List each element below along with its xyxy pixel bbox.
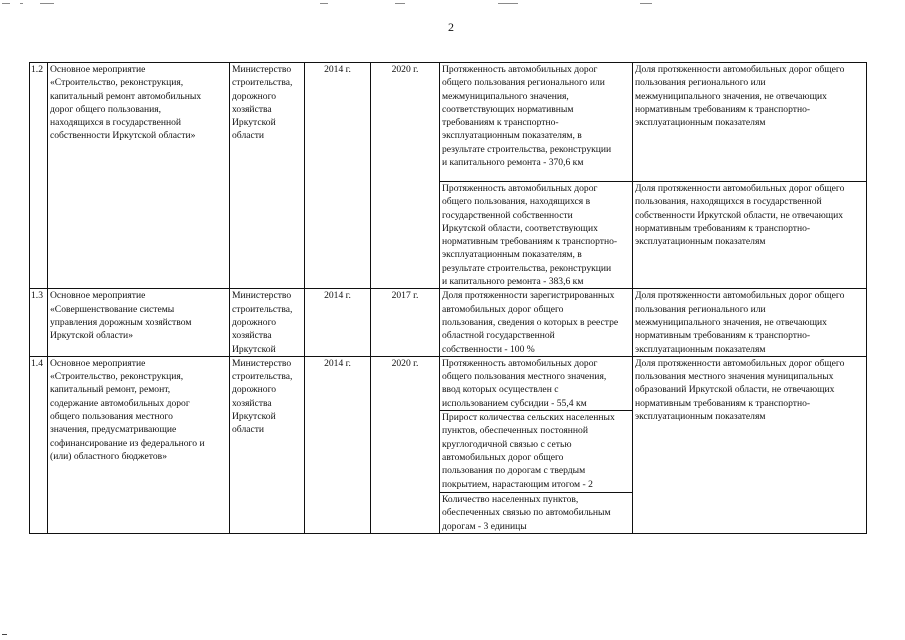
executor: Министерство строительства, дорожного хозяйства Иркутской области bbox=[230, 63, 305, 289]
table-row bbox=[30, 289, 867, 356]
page-number: 2 bbox=[448, 20, 454, 34]
row-number: 1.2 bbox=[30, 63, 48, 289]
indicator-cell: Протяженность автомобильных дорог общего пользования местного значения, ввод которых осуществлен с использованием субсидии - 55,4 км bbox=[440, 356, 633, 410]
end-year: 2020 г. bbox=[371, 63, 440, 289]
scan-mark bbox=[20, 3, 23, 4]
row-number: 1.4 bbox=[30, 356, 48, 533]
program-events-table bbox=[29, 62, 867, 534]
indicator-cell: Доля протяженности зарегистрированных автомобильных дорог общего пользования, сведения о которых в реестре областной государственной собственности - 100 % bbox=[440, 289, 633, 356]
event-name: Основное мероприятие «Совершенствование системы управления дорожным хозяйством Иркутской области» bbox=[48, 289, 230, 356]
scan-mark bbox=[395, 3, 405, 4]
scan-mark bbox=[320, 3, 328, 4]
table-row bbox=[30, 63, 867, 182]
scan-mark bbox=[498, 3, 518, 4]
scan-mark bbox=[2, 3, 10, 4]
end-year: 2020 г. bbox=[371, 356, 440, 533]
start-year: 2014 г. bbox=[305, 356, 371, 533]
link-cell: Доля протяженности автомобильных дорог общего пользования регионального или межмуниципального значения, не отвечающих нормативным требованиям к транспортно- эксплуатационным показателям bbox=[633, 63, 867, 182]
indicator-cell: Прирост количества сельских населенных пунктов, обеспеченных постоянной круглогодичной связью с сетью автомобильных дорог общего пользования по дорогам с твердым покрытием, нарастающим итогом - 2 bbox=[440, 411, 633, 493]
link-cell: Доля протяженности автомобильных дорог общего пользования, находящихся в государственной собственности Иркутской области, не отвечающих нормативным требованиям к транспортно- эксплуатационным показателям bbox=[633, 182, 867, 289]
link-cell: Доля протяженности автомобильных дорог общего пользования местного значения муниципальных образований Иркутской области, не отвечающих нормативным требованиям к транспортно- эксплуатационным показателям bbox=[633, 356, 867, 533]
row-number: 1.3 bbox=[30, 289, 48, 356]
indicator-cell: Протяженность автомобильных дорог общего пользования регионального или межмуниципального значения, соответствующих нормативным требованиям к транспортно- эксплуатационным показателям, в результате строительства, реконструкции и капитального ремонта - 370,6 км bbox=[440, 63, 633, 182]
start-year: 2014 г. bbox=[305, 63, 371, 289]
scan-mark bbox=[2, 634, 7, 635]
scan-mark bbox=[40, 3, 54, 4]
indicator-cell: Количество населенных пунктов, обеспеченных связью по автомобильным дорогам - 3 единицы bbox=[440, 493, 633, 534]
event-name: Основное мероприятие «Строительство, реконструкция, капитальный ремонт, ремонт, содержание автомобильных дорог общего пользования местного значения, предусматривающие софинансирование из федерального и (или) областного бюджетов» bbox=[48, 356, 230, 533]
executor: Министерство строительства, дорожного хозяйства Иркутской области bbox=[230, 356, 305, 533]
table-row bbox=[30, 356, 867, 410]
executor: Министерство строительства, дорожного хозяйства Иркутской bbox=[230, 289, 305, 356]
indicator-cell: Протяженность автомобильных дорог общего пользования, находящихся в государственной собственности Иркутской области, соответствующих нормативным требованиям к транспортно- эксплуатационным показателям, в результате строительства, реконструкции и капитального ремонта - 383,6 км bbox=[440, 182, 633, 289]
start-year: 2014 г. bbox=[305, 289, 371, 356]
event-name: Основное мероприятие «Строительство, реконструкция, капитальный ремонт автомобильных дорог общего пользования, находящихся в государственной собственности Иркутской области» bbox=[48, 63, 230, 289]
scan-mark bbox=[640, 3, 652, 4]
end-year: 2017 г. bbox=[371, 289, 440, 356]
link-cell: Доля протяженности автомобильных дорог общего пользования регионального или межмуниципального значения, не отвечающих нормативным требованиям к транспортно- эксплуатационным показателям bbox=[633, 289, 867, 356]
